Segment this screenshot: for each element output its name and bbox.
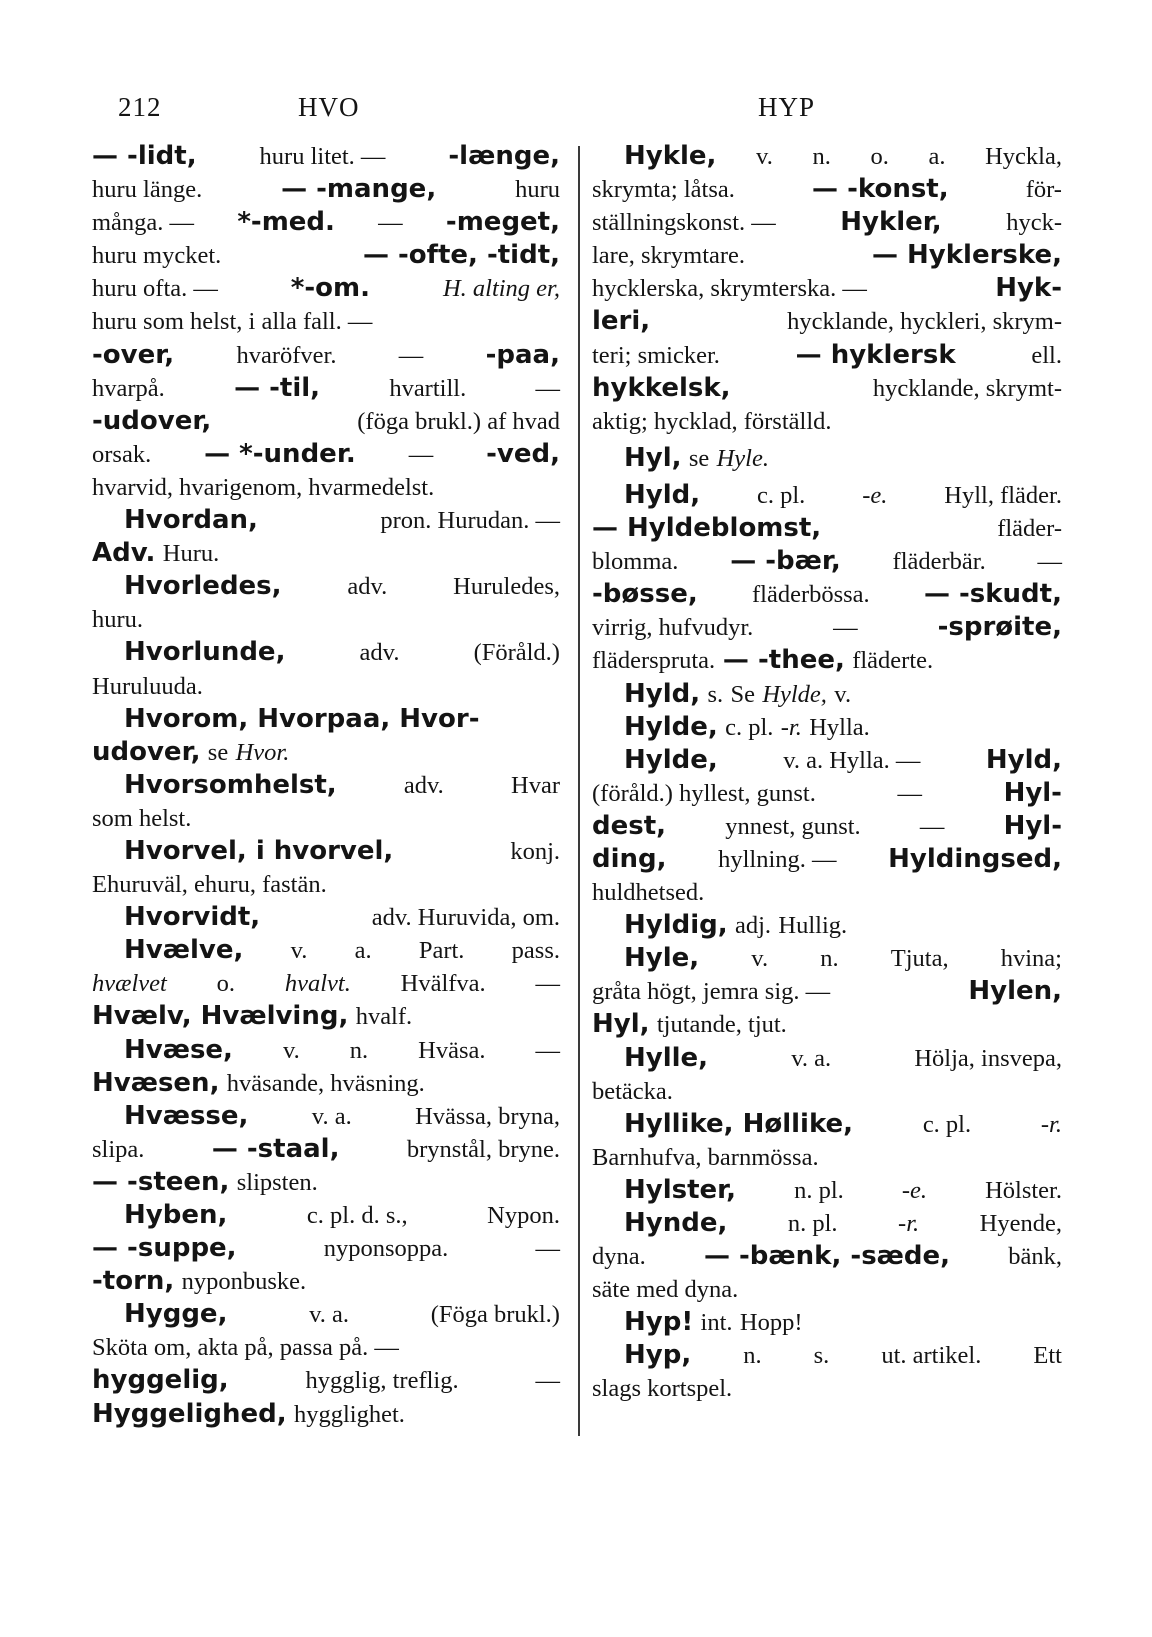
headword: Hyld, xyxy=(624,678,701,709)
definition-text: o. xyxy=(216,970,236,998)
headword: -over, xyxy=(92,339,175,370)
headword: — -steen, xyxy=(92,1166,230,1197)
dictionary-line xyxy=(592,1372,1062,1405)
definition-text: pron. Hurudan. — xyxy=(380,507,560,535)
definition-text: för- xyxy=(1025,176,1062,204)
definition-text: n. pl. xyxy=(787,1210,838,1237)
definition-text: hyck- xyxy=(1006,209,1062,237)
dictionary-line xyxy=(592,512,1062,545)
definition-text: bänk, xyxy=(1008,1243,1062,1271)
definition-text: Hvässa, bryna, xyxy=(415,1102,560,1130)
definition-text: huru ofta. — xyxy=(92,275,218,303)
definition-text: n. xyxy=(743,1342,762,1370)
definition-text: fläderspruta. xyxy=(592,647,716,675)
definition-text: Hyll, fläder. xyxy=(944,481,1062,509)
headword: Hylde, xyxy=(624,711,718,742)
definition-text: — xyxy=(408,440,434,468)
definition-text: lare, skrymtare. xyxy=(592,242,746,270)
definition-text: Hyckla, xyxy=(985,143,1062,170)
dictionary-line xyxy=(92,471,560,504)
italic-text: -r. xyxy=(1040,1110,1062,1138)
definition-text: v. xyxy=(834,680,852,708)
definition-text: adv. xyxy=(359,639,400,667)
dictionary-line xyxy=(592,272,1062,305)
definition-text: a. xyxy=(928,143,946,170)
headword: udover, xyxy=(92,736,201,767)
headword: Hvorvidt, xyxy=(124,902,261,933)
italic-text: H. alting er, xyxy=(442,275,560,303)
definition-text: Huruluuda. xyxy=(92,672,203,700)
definition-text: int. xyxy=(700,1309,733,1337)
headword: Hvæsen, xyxy=(92,1067,220,1098)
headword: Hvorsomhelst, xyxy=(124,769,337,800)
dictionary-line xyxy=(592,305,1062,338)
definition-text: v. xyxy=(290,937,308,965)
dictionary-line xyxy=(92,570,560,603)
definition-text: n. xyxy=(812,143,831,170)
headword: Hyllike, Høllike, xyxy=(624,1108,854,1139)
headword: — -mange, xyxy=(281,174,437,205)
definition-text: hycklande, hyckleri, skrym- xyxy=(787,308,1062,336)
definition-text: fläder- xyxy=(997,515,1062,543)
definition-text: virrig, hufvudyr. xyxy=(592,614,754,642)
headword: Hvorledes, xyxy=(124,571,282,602)
dictionary-line xyxy=(92,1331,560,1364)
definition-text: huru xyxy=(515,176,560,204)
dictionary-line xyxy=(92,372,560,405)
headword: — -til, xyxy=(234,372,321,403)
definition-text: — xyxy=(1037,548,1062,576)
dictionary-line xyxy=(592,876,1062,909)
headword: -paa, xyxy=(485,339,560,370)
headword: Hylen, xyxy=(968,976,1062,1007)
dictionary-line xyxy=(592,1306,1062,1339)
dictionary-line xyxy=(92,504,560,537)
headword: — -bænk, -sæde, xyxy=(703,1241,951,1272)
dictionary-line xyxy=(592,909,1062,942)
headword: Hyldig, xyxy=(624,910,728,941)
definition-text: hväsande, hväsning. xyxy=(226,1069,425,1097)
dictionary-line xyxy=(592,611,1062,644)
italic-text: Hylde, xyxy=(762,680,827,708)
headword: ding, xyxy=(592,843,667,874)
headword: — hyklersk xyxy=(795,339,956,370)
dictionary-line xyxy=(592,744,1062,777)
headword: -ved, xyxy=(486,438,560,469)
left-column xyxy=(92,140,560,1431)
headword: dest, xyxy=(592,810,667,841)
dictionary-line xyxy=(92,1034,560,1067)
definition-text: a. xyxy=(354,937,372,965)
definition-text: huldhetsed. xyxy=(592,879,705,907)
definition-text: dyna. xyxy=(592,1243,646,1271)
dictionary-line xyxy=(92,967,560,1000)
definition-text: huru som helst, i alla fall. — xyxy=(92,308,373,336)
headword: -meget, xyxy=(445,207,560,238)
definition-text: fläderte. xyxy=(852,647,934,675)
definition-text: Se xyxy=(730,680,755,708)
dictionary-line xyxy=(592,678,1062,711)
headword: — Hyklerske, xyxy=(872,240,1062,271)
definition-text: hyllning. — xyxy=(718,845,837,873)
headword: leri, xyxy=(592,306,651,337)
definition-text: (Föråld.) xyxy=(473,639,560,667)
definition-text: Sköta om, akta på, passa på. — xyxy=(92,1334,399,1362)
dictionary-line xyxy=(92,173,560,206)
headword: Hvorvel, i hvorvel, xyxy=(124,835,394,866)
dictionary-line xyxy=(592,578,1062,611)
definition-text: v. xyxy=(751,945,769,973)
italic-text: hvælvet xyxy=(92,970,167,998)
dictionary-line xyxy=(592,372,1062,405)
headword: Hyp, xyxy=(624,1340,692,1371)
definition-text: ell. xyxy=(1031,341,1062,369)
dictionary-line xyxy=(92,603,560,636)
definition-text: se xyxy=(688,444,710,472)
dictionary-line xyxy=(592,239,1062,272)
headword: Hyp! xyxy=(624,1307,694,1338)
dictionary-line xyxy=(592,442,1062,475)
headword: Hvælv, Hvælving, xyxy=(92,1001,349,1032)
definition-text: s. xyxy=(707,680,724,708)
column-divider xyxy=(578,146,580,1436)
dictionary-line xyxy=(92,835,560,868)
definition-text: Hvälfva. xyxy=(400,970,486,998)
italic-text: Hvor. xyxy=(235,738,290,766)
dictionary-line xyxy=(92,1364,560,1397)
definition-text: n. xyxy=(820,945,839,973)
dictionary-line xyxy=(592,777,1062,810)
definition-text: hycklerska, skrymterska. — xyxy=(592,275,867,303)
dictionary-line xyxy=(92,736,560,769)
definition-text: hvarpå. xyxy=(92,374,165,402)
dictionary-line xyxy=(92,537,560,570)
headword: Hyk- xyxy=(995,273,1062,304)
dictionary-line xyxy=(92,868,560,901)
headword: — *-under. xyxy=(204,438,356,469)
headword: Hylster, xyxy=(624,1174,737,1205)
definition-text: adv. xyxy=(403,771,444,799)
headword: — Hyldeblomst, xyxy=(592,513,822,544)
definition-text: huru. xyxy=(92,606,144,634)
definition-text: ställningskonst. — xyxy=(592,209,776,237)
dictionary-line xyxy=(592,1141,1062,1174)
definition-text: Tjuta, xyxy=(890,945,949,973)
definition-text: (föga brukl.) af hvad xyxy=(357,407,560,435)
dictionary-line xyxy=(92,1398,560,1431)
definition-text: Hyende, xyxy=(979,1210,1062,1237)
definition-text: huru mycket. xyxy=(92,242,222,270)
definition-text: nyponsoppa. xyxy=(323,1235,449,1263)
headword: — -konst, xyxy=(812,174,949,205)
definition-text: hygglighet. xyxy=(293,1400,405,1428)
definition-text: Huruledes, xyxy=(453,573,560,601)
definition-text: Hölja, insvepa, xyxy=(914,1044,1062,1072)
dictionary-line xyxy=(592,140,1062,173)
headword: — -suppe, xyxy=(92,1233,237,1264)
definition-text: hygglig, treflig. xyxy=(305,1367,459,1395)
headword: *-med. xyxy=(237,207,335,238)
headword: *-om. xyxy=(290,273,371,304)
dictionary-line xyxy=(92,305,560,338)
headword: Hyben, xyxy=(124,1200,228,1230)
definition-text: aktig; hycklad, förställd. xyxy=(592,407,832,435)
dictionary-line xyxy=(592,1075,1062,1108)
running-header xyxy=(0,92,1152,132)
headword: — -bær, xyxy=(730,546,841,577)
dictionary-line xyxy=(592,843,1062,876)
dictionary-line xyxy=(592,942,1062,975)
definition-text: (föråld.) hyllest, gunst. xyxy=(592,779,816,807)
definition-text: Hvar xyxy=(511,771,560,799)
headword: Hykler, xyxy=(840,207,942,238)
definition-text: adv. xyxy=(347,573,388,601)
dictionary-line xyxy=(592,810,1062,843)
headword: -sprøite, xyxy=(937,612,1062,643)
definition-text: adj. xyxy=(734,912,772,940)
definition-text: se xyxy=(207,738,229,766)
dictionary-line xyxy=(592,545,1062,578)
headword: Hynde, xyxy=(624,1208,728,1238)
definition-text: — xyxy=(919,812,945,840)
definition-text: v. a. xyxy=(311,1102,352,1130)
headword: Hyl- xyxy=(1003,777,1062,808)
definition-text: Hväsa. xyxy=(418,1036,486,1064)
definition-text: huru litet. — xyxy=(259,143,386,170)
definition-text: ut. artikel. xyxy=(881,1342,982,1370)
dictionary-line xyxy=(592,975,1062,1008)
definition-text: ynnest, gunst. xyxy=(725,812,861,840)
right-guide-word: HYP xyxy=(758,92,816,122)
dictionary-line xyxy=(92,703,560,736)
definition-text: hvina; xyxy=(1000,945,1062,973)
dictionary-line xyxy=(92,1265,560,1298)
definition-text: slipsten. xyxy=(236,1168,318,1196)
definition-text: — xyxy=(398,341,424,369)
definition-text: Barnhufva, barnmössa. xyxy=(592,1143,819,1171)
headword: Hyl, xyxy=(592,1009,650,1040)
headword: Hyle, xyxy=(624,943,700,974)
dictionary-line xyxy=(592,1108,1062,1141)
definition-text: hvarvid, hvarigenom, hvarmedelst. xyxy=(92,473,435,501)
definition-text: blomma. xyxy=(592,548,679,576)
definition-text: n. pl. xyxy=(794,1176,844,1204)
definition-text: nyponbuske. xyxy=(181,1268,307,1296)
definition-text: skrymta; låtsa. xyxy=(592,176,735,204)
headword: Hykle, xyxy=(624,141,717,171)
dictionary-line xyxy=(92,438,560,471)
dictionary-line xyxy=(592,1042,1062,1075)
headword: Hvælve, xyxy=(124,935,244,966)
headword: — -skudt, xyxy=(923,579,1062,610)
dictionary-line xyxy=(92,140,560,173)
dictionary-line xyxy=(592,1273,1062,1306)
headword: Hylde, xyxy=(624,744,718,775)
headword: — -staal, xyxy=(211,1133,340,1164)
definition-text: hvaröfver. xyxy=(236,341,337,369)
definition-text: v. a. xyxy=(791,1044,832,1072)
definition-text: betäcka. xyxy=(592,1077,673,1105)
definition-text: fläderbär. xyxy=(892,548,986,576)
definition-text: slags kortspel. xyxy=(592,1375,733,1403)
definition-text: s. xyxy=(813,1342,830,1370)
dictionary-line xyxy=(92,1232,560,1265)
dictionary-line xyxy=(92,405,560,438)
definition-text: — xyxy=(535,970,560,998)
headword: -bøsse, xyxy=(592,579,698,610)
headword: Hyld, xyxy=(624,479,701,510)
definition-text: hvartill. xyxy=(389,374,467,402)
definition-text: — xyxy=(897,779,922,807)
dictionary-line xyxy=(592,405,1062,438)
headword: — -lidt, xyxy=(92,141,197,171)
definition-text: tjutande, tjut. xyxy=(656,1011,787,1039)
definition-text: — xyxy=(535,374,560,402)
dictionary-line xyxy=(592,1339,1062,1372)
definition-text: många. — xyxy=(92,209,195,237)
dictionary-line xyxy=(92,670,560,703)
headword: Hvordan, xyxy=(124,505,258,536)
headword: Hvorom, Hvorpaa, Hvor- xyxy=(124,703,480,734)
dictionary-line xyxy=(92,1067,560,1100)
definition-text: teri; smicker. xyxy=(592,341,720,369)
definition-text: fläderbössa. xyxy=(751,581,870,609)
dictionary-line xyxy=(92,1100,560,1133)
italic-text: hvalvt. xyxy=(284,970,351,998)
headword: Hvæsse, xyxy=(124,1100,249,1131)
italic-text: -e. xyxy=(901,1176,928,1204)
dictionary-line xyxy=(92,769,560,802)
definition-text: orsak. xyxy=(92,440,152,468)
headword: — -thee, xyxy=(722,645,845,676)
definition-text: — xyxy=(378,209,403,237)
definition-text: c. pl. xyxy=(725,713,774,741)
definition-text: — xyxy=(833,614,858,642)
definition-text: Hullig. xyxy=(778,912,848,940)
definition-text: — xyxy=(535,1235,560,1263)
definition-text: Huru. xyxy=(162,540,220,568)
dictionary-line xyxy=(92,1298,560,1331)
definition-text: gråta högt, jemra sig. — xyxy=(592,978,831,1006)
definition-text: konj. xyxy=(510,837,560,865)
dictionary-line xyxy=(592,1174,1062,1207)
dictionary-line xyxy=(92,934,560,967)
dictionary-line xyxy=(592,173,1062,206)
definition-text: Hylla. xyxy=(809,713,870,741)
dictionary-line xyxy=(92,1133,560,1166)
definition-text: v. xyxy=(282,1036,300,1064)
definition-text: c. pl. d. s., xyxy=(306,1202,408,1229)
dictionary-line xyxy=(92,1199,560,1232)
definition-text: Hopp! xyxy=(739,1309,803,1337)
dictionary-line xyxy=(92,1000,560,1033)
dictionary-line xyxy=(92,206,560,239)
definition-text: v. a. Hylla. — xyxy=(783,746,921,774)
definition-text: (Föga brukl.) xyxy=(430,1301,560,1329)
definition-text: pass. xyxy=(511,937,560,965)
definition-text: hvalf. xyxy=(355,1003,413,1031)
dictionary-line xyxy=(92,636,560,669)
definition-text: v. xyxy=(756,143,773,170)
definition-text: som helst. xyxy=(92,804,192,832)
headword: -længe, xyxy=(448,141,560,171)
definition-text: hycklande, skrymt- xyxy=(872,374,1062,402)
headword: -torn, xyxy=(92,1266,175,1297)
definition-text: c. pl. xyxy=(757,481,806,509)
definition-text: — xyxy=(535,1367,560,1395)
definition-text: Ett xyxy=(1033,1342,1062,1370)
dictionary-line xyxy=(92,239,560,272)
definition-text: huru länge. xyxy=(92,176,203,204)
definition-text: Nypon. xyxy=(487,1202,560,1229)
dictionary-line xyxy=(592,1240,1062,1273)
headword: Hyl, xyxy=(624,442,682,473)
dictionary-line xyxy=(592,644,1062,677)
left-guide-word: HVO xyxy=(298,92,360,122)
headword: hyggelig, xyxy=(92,1365,229,1396)
dictionary-line xyxy=(592,1207,1062,1240)
dictionary-line xyxy=(92,339,560,372)
definition-text: slipa. xyxy=(92,1135,145,1163)
italic-text: -r. xyxy=(898,1210,920,1237)
headword: hykkelsk, xyxy=(592,372,731,403)
definition-text: säte med dyna. xyxy=(592,1276,739,1304)
headword: Hylle, xyxy=(624,1042,709,1073)
headword: Hyldingsed, xyxy=(888,843,1062,874)
italic-text: -r. xyxy=(780,713,802,741)
headword: Adv. xyxy=(92,538,156,569)
headword: Hygge, xyxy=(124,1299,228,1330)
definition-text: n. xyxy=(349,1036,369,1064)
definition-text: Ehuruväl, ehuru, fastän. xyxy=(92,871,327,899)
headword: Hyggelighed, xyxy=(92,1398,287,1429)
headword: -udover, xyxy=(92,405,212,436)
definition-text: brynstål, bryne. xyxy=(406,1135,560,1163)
definition-text: adv. Huruvida, om. xyxy=(371,904,560,932)
dictionary-line xyxy=(592,479,1062,512)
italic-text: Hyle. xyxy=(716,444,769,472)
definition-text: Part. xyxy=(418,937,465,965)
definition-text: c. pl. xyxy=(922,1110,972,1138)
right-column xyxy=(592,140,1062,1406)
definition-text: — xyxy=(535,1036,560,1064)
dictionary-line xyxy=(92,1166,560,1199)
italic-text: -e. xyxy=(862,481,888,509)
headword: Hyld, xyxy=(985,744,1062,775)
headword: — -ofte, -tidt, xyxy=(362,240,560,271)
headword: Hvorlunde, xyxy=(124,637,286,668)
dictionary-line xyxy=(92,802,560,835)
definition-text: o. xyxy=(870,143,889,170)
definition-text: v. a. xyxy=(309,1301,350,1329)
dictionary-line xyxy=(92,272,560,305)
dictionary-line xyxy=(92,901,560,934)
definition-text: Hölster. xyxy=(985,1176,1062,1204)
dictionary-line xyxy=(592,711,1062,744)
headword: Hvæse, xyxy=(124,1034,233,1065)
dictionary-line xyxy=(592,1008,1062,1041)
page-number: 212 xyxy=(118,92,162,122)
headword: Hyl- xyxy=(1003,810,1062,841)
dictionary-line xyxy=(592,339,1062,372)
dictionary-line xyxy=(592,206,1062,239)
